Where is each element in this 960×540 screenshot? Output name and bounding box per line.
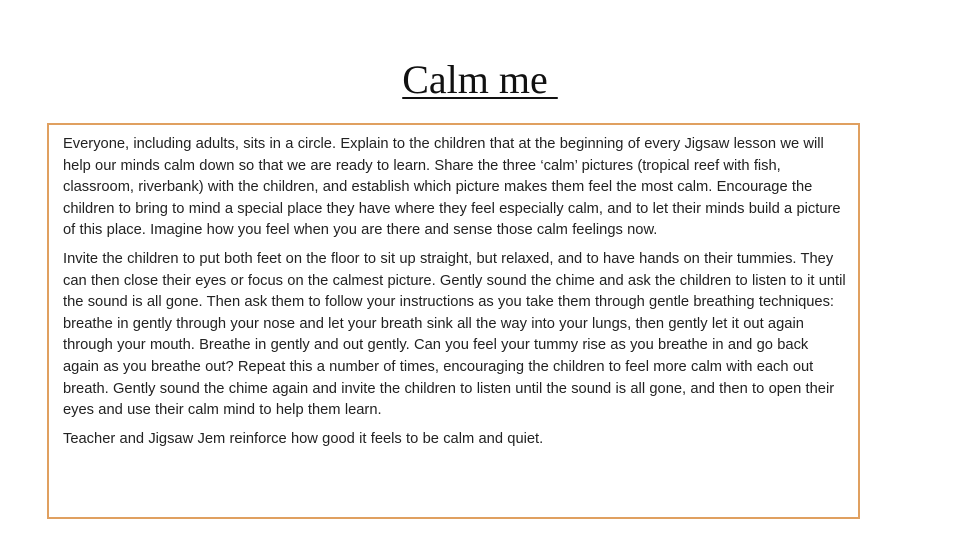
slide-title-text: Calm me [402, 57, 558, 102]
slide-title [0, 56, 960, 104]
paragraph-closing: Teacher and Jigsaw Jem reinforce how good it feels to be calm and quiet. [63, 430, 544, 447]
paragraph-intro: Everyone, including adults, sits in a circle. Explain to the children that at the beginning of every Jigsaw lesson we will help our minds calm down so that we are ready to learn. Share the three ‘calm’ pictures (tropical reef with fish, classroom, riverbank) with the children, and establish which picture makes them feel the most calm. Encourage the children to bring to mind a special place they have where they feel especially calm, and to let their minds build a picture of this place. Imagine how you feel when you are there and sense those calm feelings now. [63, 136, 841, 239]
instructions-box [47, 123, 860, 519]
paragraph-breathing: Invite the children to put both feet on the floor to sit up straight, but relaxed, and to have hands on their tummies. They can then close their eyes or focus on the calmest picture. Gently sound the chime and ask the children to listen to it until the sound is all gone. Then ask them to follow your instructions as you take them through gentle breathing techniques: breathe in gently through your nose and let your breath sink all the way into your lungs, then gently let it out again through your mouth. Breathe in gently and out gently. Can you feel your tummy rise as you breathe in and go back again as you breathe out? Repeat this a number of times, encouraging the children to feel more calm with each out breath. Gently sound the chime again and invite the children to listen until the sound is all gone, and then to open their eyes and use their calm mind to help them learn. [63, 250, 846, 419]
